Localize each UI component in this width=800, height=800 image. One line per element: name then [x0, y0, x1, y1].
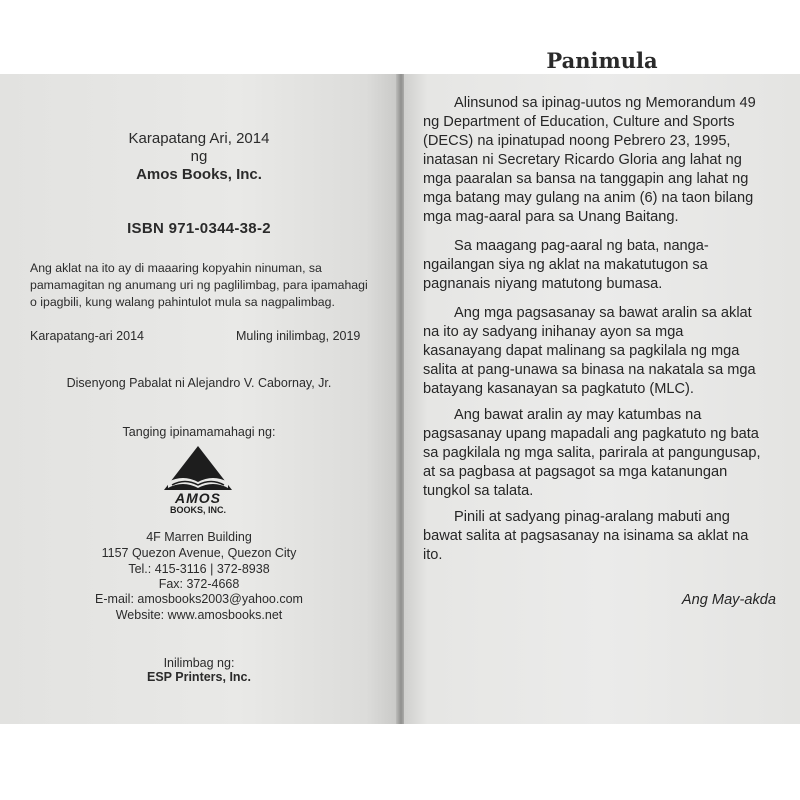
address-telephone: Tel.: 415-3116 | 372-8938: [128, 562, 270, 576]
paragraph-line: mga batang may gulang na anim (6) na taon bilang: [423, 190, 754, 206]
copyright-connector: ng: [190, 148, 208, 165]
logo-subtitle: BOOKS, INC.: [169, 505, 226, 515]
page-title: Panimula: [546, 48, 658, 73]
left-page: [0, 74, 398, 724]
paragraph-line: ngailangan siya ng aklat na makatutugon sa: [423, 257, 708, 273]
paragraph-line: mga mag-aaral para sa Unang Baitang.: [423, 209, 679, 225]
amos-logo: [158, 444, 238, 514]
paragraph-line: tungkol sa talata.: [423, 483, 534, 499]
triangle-logo-icon: [158, 444, 238, 494]
logo-name: AMOS: [175, 490, 221, 506]
cover-design-credit: Disenyong Pabalat ni Alejandro V. Cabornay, Jr.: [66, 376, 332, 390]
paragraph-line: ng Department of Education, Culture and Sports: [423, 114, 735, 130]
address-street: 1157 Quezon Avenue, Quezon City: [101, 546, 297, 560]
paragraph-line: pagnanais niyang matutong bumasa.: [423, 276, 663, 292]
isbn: ISBN 971-0344-38-2: [127, 220, 271, 237]
paragraph-line: mga paaralan sa bansa na tanggapin ang lahat ng: [423, 171, 749, 187]
paragraph-5: [423, 508, 778, 565]
paragraph-line: pagsasanay upang mapadali ang pagkatuto ng bata: [423, 426, 759, 442]
copyright-short: Karapatang-ari 2014: [30, 329, 144, 343]
paragraph-line: inatasan ni Secretary Ricardo Gloria ang lahat ng: [423, 152, 742, 168]
paragraph-3: [423, 304, 778, 399]
paragraph-line: Pinili at sadyang pinag-aralang mabuti ang: [454, 509, 730, 525]
printed-by-label: Inilimbag ng:: [163, 656, 235, 670]
paragraph-4: [423, 406, 778, 501]
reprint-year: Muling inilimbag, 2019: [236, 329, 361, 343]
paragraph-2: [423, 237, 778, 294]
publisher-name: Amos Books, Inc.: [136, 166, 262, 183]
notice-line: pamamagitan ng anumang uri ng paglilimbag, para ipamahagi: [30, 278, 368, 292]
paragraph-line: Alinsunod sa ipinag-uutos ng Memorandum 49: [454, 95, 756, 111]
address-fax: Fax: 372-4668: [158, 577, 240, 591]
paragraph-line: salita at pang-unawa sa binasa na nakatala sa mga: [423, 362, 756, 378]
address-email: E-mail: amosbooks2003@yahoo.com: [95, 592, 303, 606]
notice-line: Ang aklat na ito ay di maaaring kopyahin ninuman, sa: [30, 261, 322, 275]
paragraph-line: na ito ay sadyang inihanay ayon sa mga: [423, 324, 684, 340]
paragraph-line: Sa maagang pag-aaral ng bata, nanga-: [454, 238, 709, 254]
paragraph-line: Ang mga pagsasanay sa bawat aralin sa aklat: [454, 305, 752, 321]
copyright-line: Karapatang Ari, 2014: [128, 130, 270, 147]
printer-name: ESP Printers, Inc.: [147, 670, 251, 684]
address-building: 4F Marren Building: [146, 530, 252, 544]
copyright-notice: [30, 260, 372, 311]
paragraph-line: bawat salita at pagsasanay na isinama sa aklat na: [423, 528, 749, 544]
address-website: Website: www.amosbooks.net: [115, 608, 283, 622]
paragraph-line: ito.: [423, 547, 443, 563]
paragraph-line: Ang bawat aralin ay may katumbas na: [454, 407, 702, 423]
paragraph-1: [423, 94, 778, 227]
paragraph-line: kasanayang dapat malinang sa pagkilala ng mga: [423, 343, 740, 359]
distributor-label: Tanging ipinamamahagi ng:: [122, 425, 276, 439]
paragraph-line: sa pagkilala ng mga salita, parirala at pangungusap,: [423, 445, 761, 461]
paragraph-line: batayang kasanayan sa pagkatuto (MLC).: [423, 381, 694, 397]
notice-line: o ipagbili, kung walang pahintulot mula sa nagpalimbag.: [30, 295, 335, 309]
author-signature: Ang May-akda: [681, 592, 776, 608]
paragraph-line: (DECS) na ipinatupad noong Pebrero 23, 1995,: [423, 133, 731, 149]
paragraph-line: at sa pagbasa at pagsagot sa mga katanungan: [423, 464, 728, 480]
